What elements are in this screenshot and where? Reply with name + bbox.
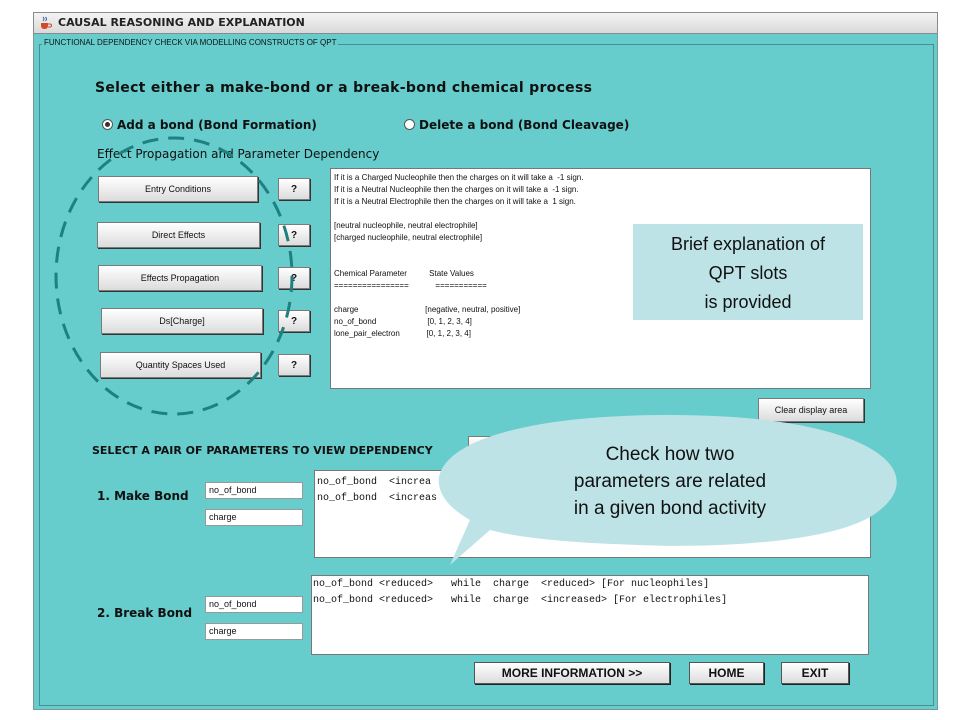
effects-propagation-help-button[interactable]: ? bbox=[278, 267, 310, 289]
group-label: FUNCTIONAL DEPENDENCY CHECK VIA MODELLING CONSTRUCTS OF QPT bbox=[44, 38, 337, 47]
home-button[interactable]: HOME bbox=[689, 662, 764, 684]
bubble-line: Check how two bbox=[605, 444, 735, 465]
entry-conditions-help-button[interactable]: ? bbox=[278, 178, 310, 200]
break-bond-param2-input[interactable]: charge bbox=[205, 623, 303, 640]
radio-delete-label: Delete a bond (Bond Cleavage) bbox=[419, 118, 630, 132]
quantity-spaces-button[interactable]: Quantity Spaces Used bbox=[100, 352, 261, 378]
callout-line: QPT slots bbox=[708, 263, 788, 283]
clear-display-button[interactable]: Clear display area bbox=[758, 398, 864, 422]
bubble-text bbox=[520, 441, 820, 522]
make-bond-param2-input[interactable]: charge bbox=[205, 509, 303, 526]
more-information-button[interactable]: MORE INFORMATION >> bbox=[474, 662, 670, 684]
explanation-line: If it is a Charged Nucleophile then the charges on it will take a -1 sign. bbox=[334, 173, 584, 182]
direct-effects-button[interactable]: Direct Effects bbox=[97, 222, 260, 248]
select-pair-heading: SELECT A PAIR OF PARAMETERS TO VIEW DEPENDENCY bbox=[92, 444, 433, 457]
quantity-spaces-help-button[interactable]: ? bbox=[278, 354, 310, 376]
make-bond-output-line: no_of_bond <increa bbox=[317, 477, 432, 488]
ds-charge-button[interactable]: Ds[Charge] bbox=[101, 308, 263, 334]
explanation-line: If it is a Neutral Electrophile then the charges on it will take a 1 sign. bbox=[334, 197, 576, 206]
break-bond-param1-input[interactable]: no_of_bond bbox=[205, 596, 303, 613]
callout-line: Brief explanation of bbox=[670, 234, 826, 254]
break-bond-output-line: no_of_bond <reduced> while charge <increased> [For electrophiles] bbox=[313, 595, 728, 606]
entry-conditions-button[interactable]: Entry Conditions bbox=[98, 176, 258, 202]
direct-effects-help-button[interactable]: ? bbox=[278, 224, 310, 246]
effect-heading: Effect Propagation and Parameter Dependency bbox=[97, 147, 380, 161]
make-bond-output-line: no_of_bond <increas bbox=[317, 493, 438, 504]
explanation-line: no_of_bond [0, 1, 2, 3, 4] bbox=[334, 317, 472, 326]
window-title: CAUSAL REASONING AND EXPLANATION bbox=[58, 16, 305, 29]
bubble-line: parameters are related bbox=[573, 471, 767, 492]
explanation-line: [charged nucleophile, neutral electrophile] bbox=[334, 233, 483, 242]
ds-charge-help-button[interactable]: ? bbox=[278, 310, 310, 332]
process-heading: Select either a make-bond or a break-bond chemical process bbox=[95, 80, 593, 96]
exit-button[interactable]: EXIT bbox=[781, 662, 849, 684]
callout-line: is provided bbox=[704, 292, 792, 312]
radio-add-label: Add a bond (Bond Formation) bbox=[117, 118, 317, 132]
break-bond-label: 2. Break Bond bbox=[97, 606, 193, 620]
bubble-line: in a given bond activity bbox=[573, 498, 767, 519]
make-bond-label: 1. Make Bond bbox=[97, 489, 189, 503]
effects-propagation-button[interactable]: Effects Propagation bbox=[98, 265, 262, 291]
explanation-line: [neutral nucleophile, neutral electrophile] bbox=[334, 221, 478, 230]
explanation-line: ================ =========== bbox=[334, 281, 487, 290]
make-bond-param1-input[interactable]: no_of_bond bbox=[205, 482, 303, 499]
explanation-line: Chemical Parameter State Values bbox=[334, 269, 474, 278]
explanation-line: charge [negative, neutral, positive] bbox=[334, 305, 521, 314]
dashed-highlight-ellipse bbox=[56, 138, 292, 414]
explanation-line: If it is a Neutral Nucleophile then the charges on it will take a -1 sign. bbox=[334, 185, 579, 194]
break-bond-output-line: no_of_bond <reduced> while charge <reduced> [For nucleophiles] bbox=[313, 579, 710, 590]
explanation-line: lone_pair_electron [0, 1, 2, 3, 4] bbox=[334, 329, 471, 338]
